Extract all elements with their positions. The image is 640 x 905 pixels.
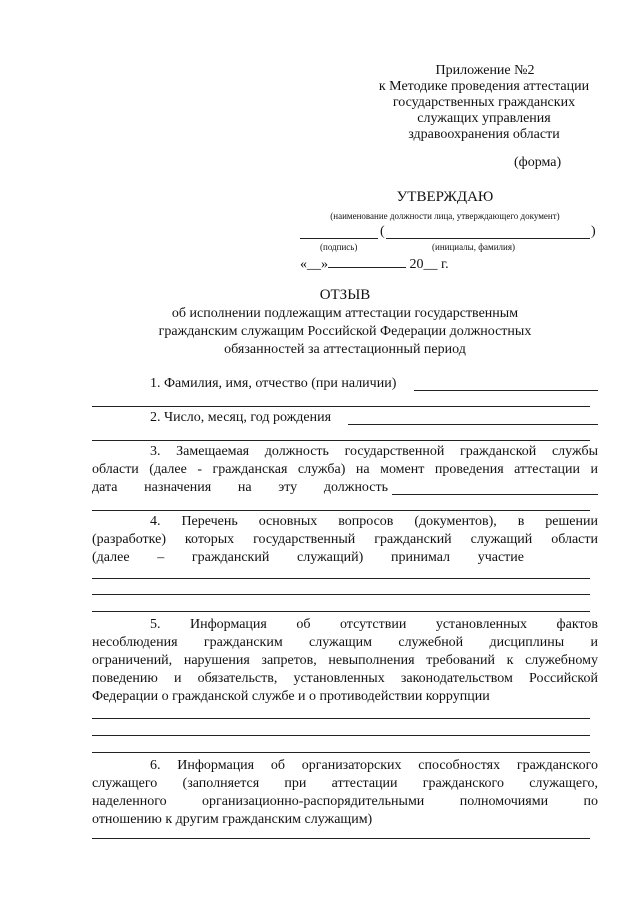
item-5-line-blank	[92, 735, 590, 736]
position-caption: (наименование должности лица, утверждающего документ)	[330, 211, 560, 221]
item-5-line: несоблюдения гражданским служащим служебной дисциплины и	[92, 635, 598, 650]
date-open-quote: «	[300, 257, 307, 272]
signature-caption: (подпись)	[320, 242, 358, 252]
item-6-line-blank	[92, 838, 590, 839]
date-close-quote: »	[321, 257, 328, 272]
item-4-line-blank	[92, 578, 590, 579]
item-4-line-blank	[92, 611, 590, 612]
doc-subtitle-line: обязанностей за аттестационный период	[224, 342, 466, 357]
item-6-line: отношению к другим гражданским служащим)	[92, 812, 373, 827]
date-day-blank: __	[307, 257, 321, 272]
appendix-line: государственных гражданских	[392, 95, 576, 110]
item-3-line: дата назначения на эту должность	[92, 480, 388, 495]
item-1-field	[414, 390, 598, 391]
date-month-blank	[328, 256, 406, 268]
item-2-field	[348, 424, 598, 425]
item-3-field	[392, 494, 598, 495]
item-6-line: служащего (заполняется при аттестации гражданского служащего,	[92, 776, 598, 791]
name-line	[386, 238, 590, 239]
item-4-line: (далее – гражданский служащий) принимал участие	[92, 550, 524, 565]
appendix-title: Приложение №2	[435, 63, 535, 78]
date-suffix: г.	[441, 257, 449, 272]
name-open-paren: (	[380, 224, 385, 239]
appendix-line: здравоохранения области	[408, 127, 560, 142]
item-6-line: 6. Информация об организаторских способностях гражданского	[150, 758, 598, 773]
item-3-line: области (далее - гражданская служба) на момент проведения аттестации и	[92, 462, 598, 477]
date-year-blank: __	[423, 257, 438, 272]
item-4-line: 4. Перечень основных вопросов (документов), в решении	[150, 514, 598, 529]
item-1-label: 1. Фамилия, имя, отчество (при наличии)	[150, 376, 397, 391]
signature-line	[300, 238, 378, 239]
item-4-line-blank	[92, 594, 590, 595]
item-5-line-blank	[92, 718, 590, 719]
item-3-line-blank	[92, 510, 590, 511]
item-5-line: 5. Информация об отсутствии установленных фактов	[150, 617, 598, 632]
item-2-line	[92, 440, 590, 441]
item-3-line: 3. Замещаемая должность государственной гражданской службы	[150, 444, 598, 459]
item-2-label: 2. Число, месяц, год рождения	[150, 410, 332, 425]
form-label: (форма)	[514, 155, 562, 170]
doc-subtitle-line: об исполнении подлежащим аттестации государственным	[171, 306, 519, 321]
approval-date	[300, 256, 449, 273]
item-6-line: наделенного организационно-распорядительными полномочиями по	[92, 794, 598, 809]
item-5-line-blank	[92, 752, 590, 753]
date-year-prefix: 20	[409, 257, 424, 272]
item-5-line: поведению и обязательств, установленных законодательством Российской	[92, 671, 598, 686]
doc-subtitle-line: гражданским служащим Российской Федерации должностных	[158, 324, 532, 339]
item-4-line: (разработке) которых государственный гражданский служащий области	[92, 532, 598, 547]
name-caption: (инициалы, фамилия)	[432, 242, 515, 252]
appendix-line: служащих управления	[417, 111, 551, 126]
approval-title: УТВЕРЖДАЮ	[396, 189, 494, 205]
item-1-line	[92, 406, 590, 407]
item-5-line: Федерации о гражданской службе и о противодействии коррупции	[92, 689, 490, 704]
name-close-paren: )	[591, 224, 596, 239]
item-5-line: ограничений, нарушения запретов, невыполнения требований к служебному	[92, 653, 598, 668]
appendix-line: к Методике проведения аттестации	[378, 79, 590, 94]
doc-title: ОТЗЫВ	[319, 287, 371, 303]
